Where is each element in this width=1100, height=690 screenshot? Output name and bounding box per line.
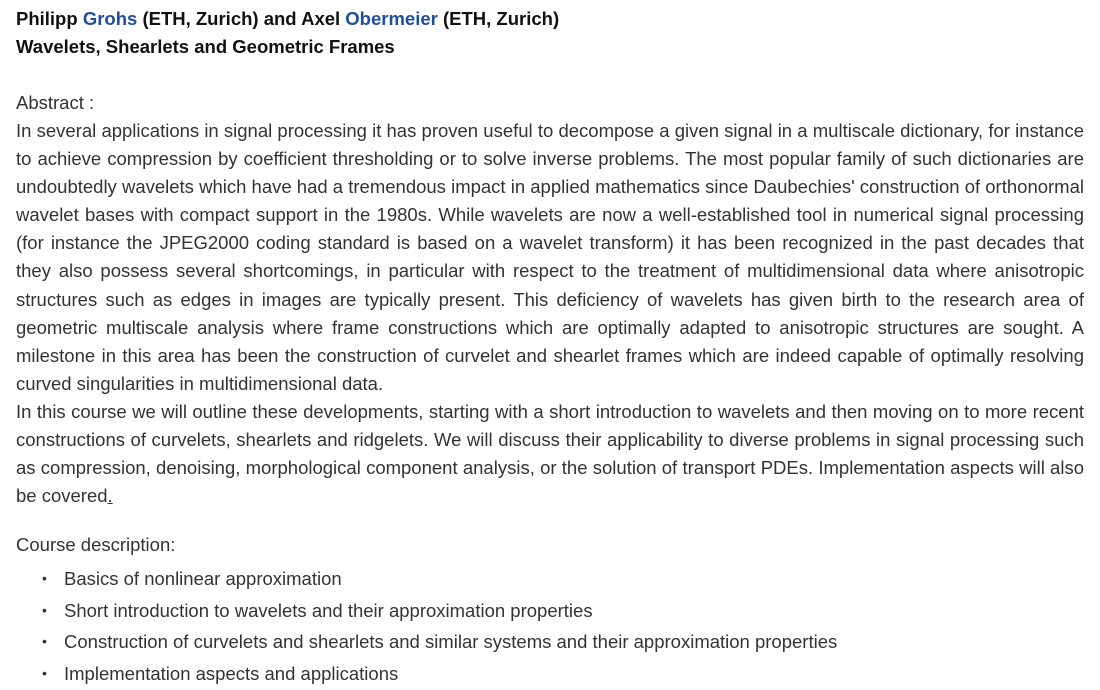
abstract-label: Abstract : [16, 92, 95, 113]
list-item-text: Basics of nonlinear approximation [64, 568, 342, 590]
course-description-list [16, 563, 1084, 689]
author2-affiliation: (ETH, Zurich) [442, 8, 560, 29]
author1-affiliation: (ETH, Zurich) [142, 8, 259, 29]
author1-link[interactable]: Grohs [82, 8, 138, 29]
author1-first-name: Philipp [16, 8, 78, 29]
course-title: Wavelets, Shearlets and Geometric Frames [16, 36, 395, 57]
course-description-label: Course description: [16, 534, 176, 556]
list-item-text: Implementation aspects and applications [64, 662, 399, 684]
list-item [42, 563, 1084, 595]
bullet-icon: • [42, 664, 47, 681]
abstract-paragraph-1: In several applications in signal processing it has proven useful to decompose a given signal in a multiscale dictionary, for instance to achieve compression by coefficient thresholding or to solve inverse problems. The most popular family of such dictionaries are undoubtedly wavelets which have had a tremendous impact in applied mathematics since Daubechies' construction of orthonormal wavelet bases with compact support in the 1980s. While wavelets are now a well-established tool in numerical signal processing (for instance the JPEG2000 coding standard is based on a wavelet transform) it has been recognized in the past decades that they also possess several shortcomings, in particular with respect to the treatment of multidimensional data where anisotropic structures such as edges in images are typically present. This deficiency of wavelets has given birth to the research area of geometric multiscale analysis where frame constructions which are optimally adapted to anisotropic structures are sought. A milestone in this area has been the construction of curvelet and shearlet frames which are indeed capable of optimally resolving curved singularities in multidimensional data. [16, 120, 1084, 394]
author2-first-name: Axel [301, 8, 341, 29]
bullet-icon: • [42, 570, 47, 587]
bullet-icon: • [42, 633, 47, 650]
list-item-text: Short introduction to wavelets and their approximation properties [64, 599, 593, 621]
abstract-paragraph-2 [16, 398, 1084, 510]
author2-link[interactable]: Obermeier [345, 8, 438, 29]
list-item [42, 658, 1084, 690]
list-item [42, 595, 1084, 627]
authors-line [16, 5, 1084, 33]
bullet-icon: • [42, 601, 47, 618]
abstract-paragraph-2-text: In this course we will outline these developments, starting with a short introduction to wavelets and then moving on to more recent constructions of curvelets, shearlets and ridgelets. We will discuss their applicability to diverse problems in signal processing such as compression, denoising, morphological component analysis, or the solution of transport PDEs. Implementation aspects will also be covered [16, 400, 1084, 507]
list-item-text: Construction of curvelets and shearlets and similar systems and their approximation properties [64, 631, 838, 653]
authors-connector: and [263, 8, 297, 29]
list-item [42, 626, 1084, 658]
abstract-paragraph-2-end: . [107, 485, 113, 507]
